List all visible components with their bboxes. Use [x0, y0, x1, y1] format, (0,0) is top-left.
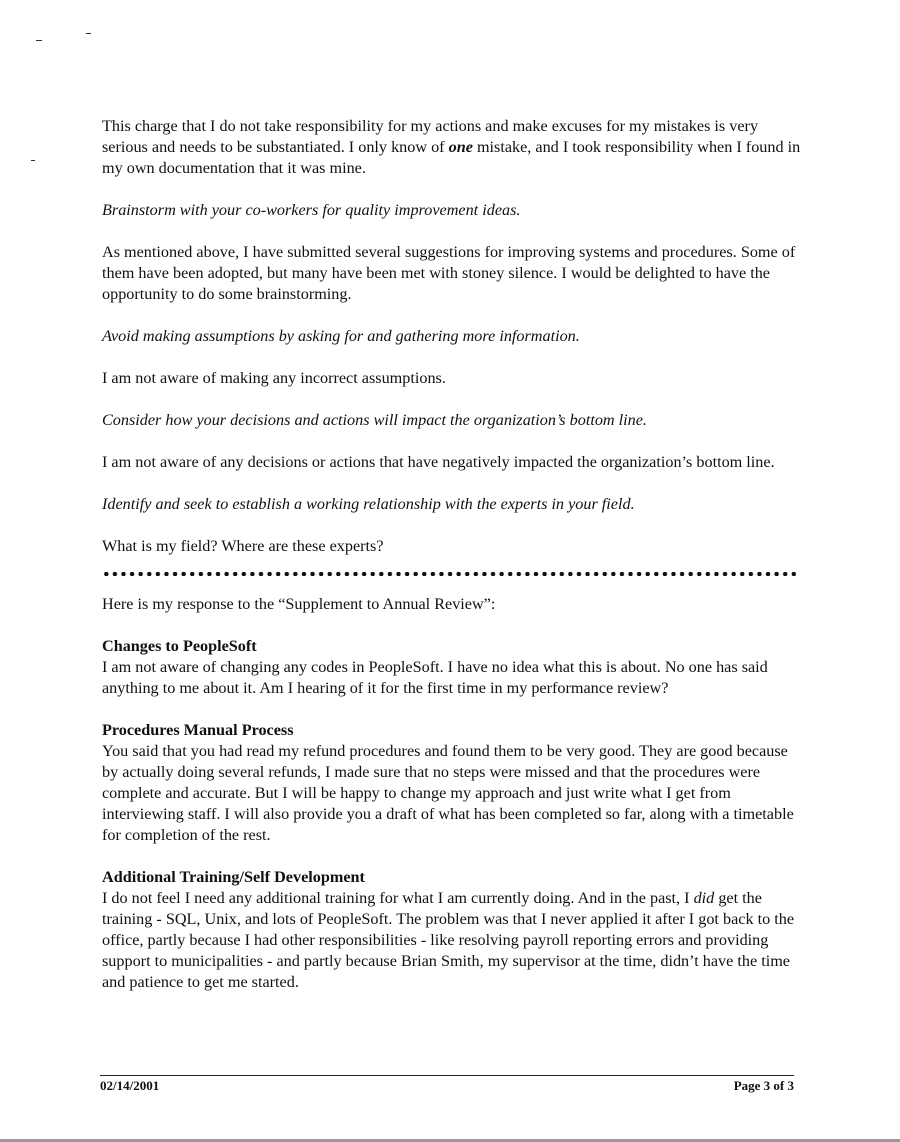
- response-assumptions: I am not aware of making any incorrect assumptions.: [102, 369, 446, 387]
- scan-speck: [86, 33, 91, 34]
- scan-speck: [36, 40, 42, 41]
- document-body: [102, 116, 802, 993]
- response-bottom-line: I am not aware of any decisions or actions that have negatively impacted the organization’s bottom line.: [102, 453, 775, 471]
- section-body-peoplesoft: I am not aware of changing any codes in PeopleSoft. I have no idea what this is about. No one has said anything to me about it. Am I hearing of it for the first time in my performance review?: [102, 658, 768, 697]
- section-heading-peoplesoft: Changes to PeopleSoft: [102, 637, 257, 655]
- section-body-training: I do not feel I need any additional training for what I am currently doing. And in the past, I did get the training - SQL, Unix, and lots of PeopleSoft. The problem was that I never applied it after I got back to the office, partly because I had other responsibilities - like resolving payroll reporting errors and providing support to municipalities - and partly because Brian Smith, my supervisor at the time, didn’t have the time and patience to get me started.: [102, 889, 794, 991]
- dotted-separator: [102, 571, 796, 577]
- footer-date: 02/14/2001: [100, 1078, 160, 1093]
- review-item-assumptions: Avoid making assumptions by asking for and gathering more information.: [102, 327, 580, 345]
- page-footer: [100, 1078, 794, 1094]
- section-heading-procedures: Procedures Manual Process: [102, 721, 294, 739]
- scan-speck: [31, 160, 35, 161]
- footer-rule: [100, 1075, 794, 1076]
- response-experts: What is my field? Where are these experts?: [102, 537, 384, 555]
- emphasis-one: one: [448, 138, 473, 156]
- section-heading-training: Additional Training/Self Development: [102, 868, 365, 886]
- response-brainstorm: As mentioned above, I have submitted several suggestions for improving systems and procedures. Some of them have been adopted, but many have been met with stoney silence. I would be delighted to have the opportunity to do some brainstorming.: [102, 243, 796, 303]
- paragraph-responsibility: This charge that I do not take responsibility for my actions and make excuses for my mistakes is very serious and needs to be substantiated. I only know of one mistake, and I took responsibility when I found in my own documentation that it was mine.: [102, 117, 801, 177]
- review-item-bottom-line: Consider how your decisions and actions will impact the organization’s bottom line.: [102, 411, 647, 429]
- review-item-brainstorm: Brainstorm with your co-workers for quality improvement ideas.: [102, 201, 521, 219]
- footer-page-number: Page 3 of 3: [733, 1078, 794, 1093]
- emphasis-did: did: [693, 889, 715, 907]
- supplement-intro: Here is my response to the “Supplement to Annual Review”:: [102, 595, 496, 613]
- section-body-procedures: You said that you had read my refund procedures and found them to be very good. They are good because by actually doing several refunds, I made sure that no steps were missed and that the procedures were complete and accurate. But I will be happy to change my approach and just write what I get from interviewing staff. I will also provide you a draft of what has been completed so far, along with a timetable for completion of the rest.: [102, 742, 794, 844]
- review-item-experts: Identify and seek to establish a working relationship with the experts in your field.: [102, 495, 635, 513]
